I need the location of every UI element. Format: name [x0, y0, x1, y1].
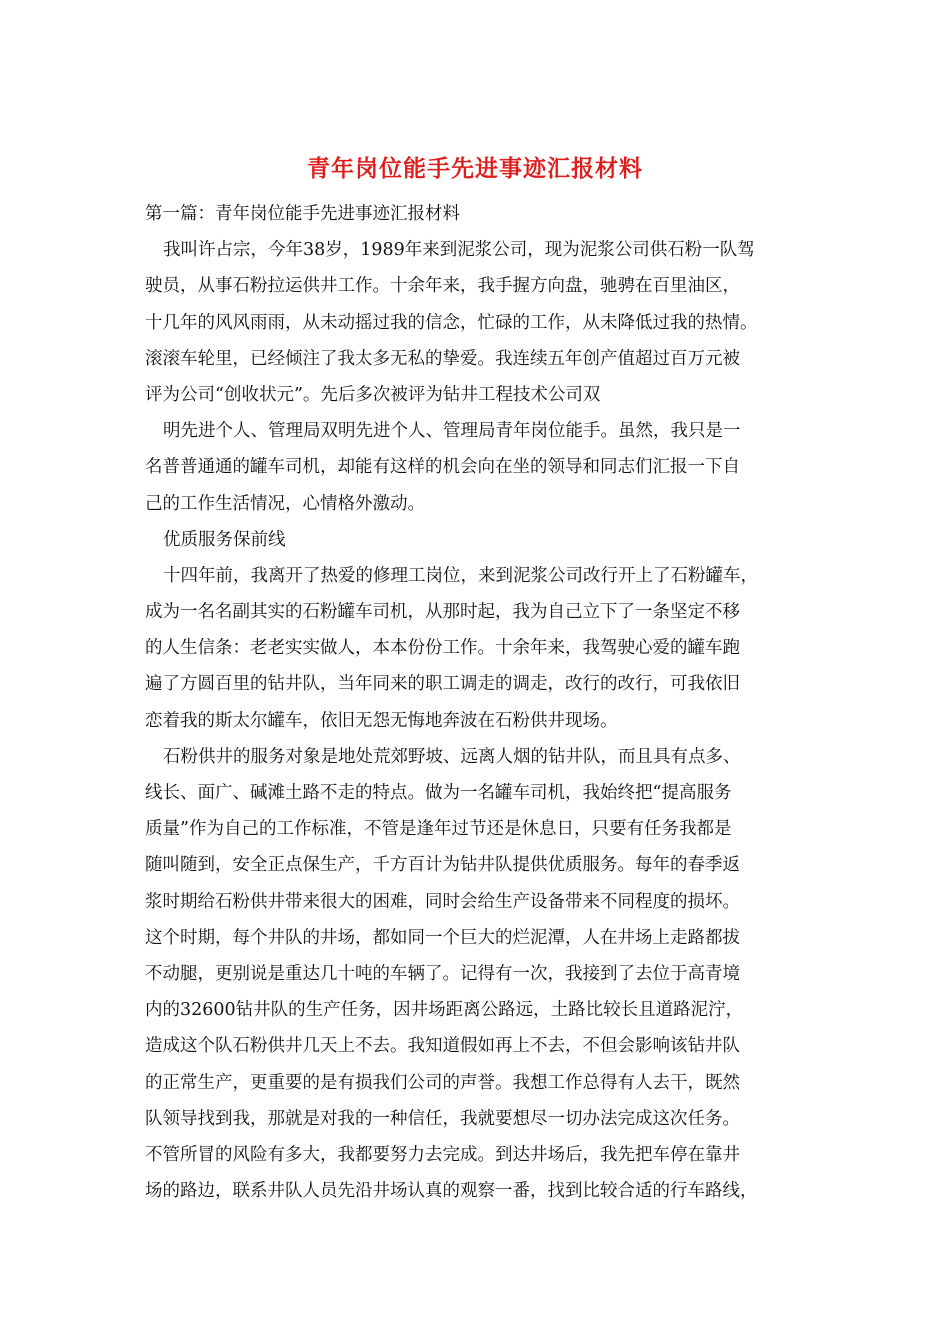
text-line: 随叫随到，安全正点保生产，千方百计为钻井队提供优质服务。每年的春季返: [145, 855, 740, 876]
text-line: 浆时期给石粉供井带来很大的困难，同时会给生产设备带来不同程度的损坏。: [145, 891, 740, 912]
document-title: 青年岗位能手先进事迹汇报材料: [307, 155, 643, 182]
text-line: 石粉供井的服务对象是地处荒郊野坡、远离人烟的钻井队，而且具有点多、: [163, 746, 741, 767]
text-line: 优质服务保前线: [163, 529, 286, 550]
text-line: 不动腿，更别说是重达几十吨的车辆了。记得有一次，我接到了去位于高青境: [145, 963, 740, 984]
text-line: 滚滚车轮里，已经倾注了我太多无私的挚爱。我连续五年创产值超过百万元被: [145, 348, 740, 369]
text-line: 的人生信条：老老实实做人，本本份份工作。十余年来，我驾驶心爱的罐车跑: [145, 638, 740, 659]
text-line: 遍了方圆百里的钻井队，当年同来的职工调走的调走，改行的改行，可我依旧: [145, 674, 740, 695]
text-line: 己的工作生活情况，心情格外激动。: [145, 493, 425, 514]
text-line: 质量”作为自己的工作标准，不管是逢年过节还是休息日，只要有任务我都是: [145, 819, 732, 840]
text-line: 明先进个人、管理局双明先进个人、管理局青年岗位能手。虽然，我只是一: [163, 421, 741, 442]
text-line: 十四年前，我离开了热爱的修理工岗位，来到泥浆公司改行开上了石粉罐车，: [163, 565, 758, 586]
text-line: 我叫许占宗，今年38岁，1989年来到泥浆公司，现为泥浆公司供石粉一队驾: [163, 240, 755, 261]
text-line: 场的路边，联系井队人员先沿井场认真的观察一番，找到比较合适的行车路线，: [145, 1181, 758, 1202]
text-line: 队领导找到我，那就是对我的一种信任，我就要想尽一切办法完成这次任务。: [145, 1108, 740, 1129]
text-line: 恋着我的斯太尔罐车，依旧无怨无悔地奔波在石粉供井现场。: [145, 710, 618, 731]
document-body: [145, 196, 810, 1209]
text-line: 内的32600钻井队的生产任务，因井场距离公路远，土路比较长且道路泥泞，: [145, 1000, 744, 1021]
text-line: 线长、面广、碱滩土路不走的特点。做为一名罐车司机，我始终把“提高服务: [145, 783, 732, 803]
text-line: 的正常生产，更重要的是有损我们公司的声誉。我想工作总得有人去干，既然: [145, 1072, 740, 1093]
text-line: 评为公司“创收状元”。先后多次被评为钻井工程技术公司双: [145, 384, 601, 405]
text-line: 这个时期，每个井队的井场，都如同一个巨大的烂泥潭，人在井场上走路都拔: [145, 927, 740, 948]
text-line: 第一篇：青年岗位能手先进事迹汇报材料: [145, 204, 460, 224]
text-line: 驶员，从事石粉拉运供井工作。十余年来，我手握方向盘，驰骋在百里油区，: [145, 276, 740, 297]
text-line: 名普普通通的罐车司机，却能有这样的机会向在坐的领导和同志们汇报一下自: [145, 457, 740, 478]
text-line: 不管所冒的风险有多大，我都要努力去完成。到达井场后，我先把车停在靠井: [145, 1144, 740, 1165]
text-line: 十几年的风风雨雨，从未动摇过我的信念，忙碌的工作，从未降低过我的热情。: [145, 312, 758, 333]
text-line: 造成这个队石粉供井几天上不去。我知道假如再上不去，不但会影响该钻井队: [145, 1036, 740, 1057]
text-line: 成为一名名副其实的石粉罐车司机，从那时起，我为自己立下了一条坚定不移: [145, 602, 740, 623]
